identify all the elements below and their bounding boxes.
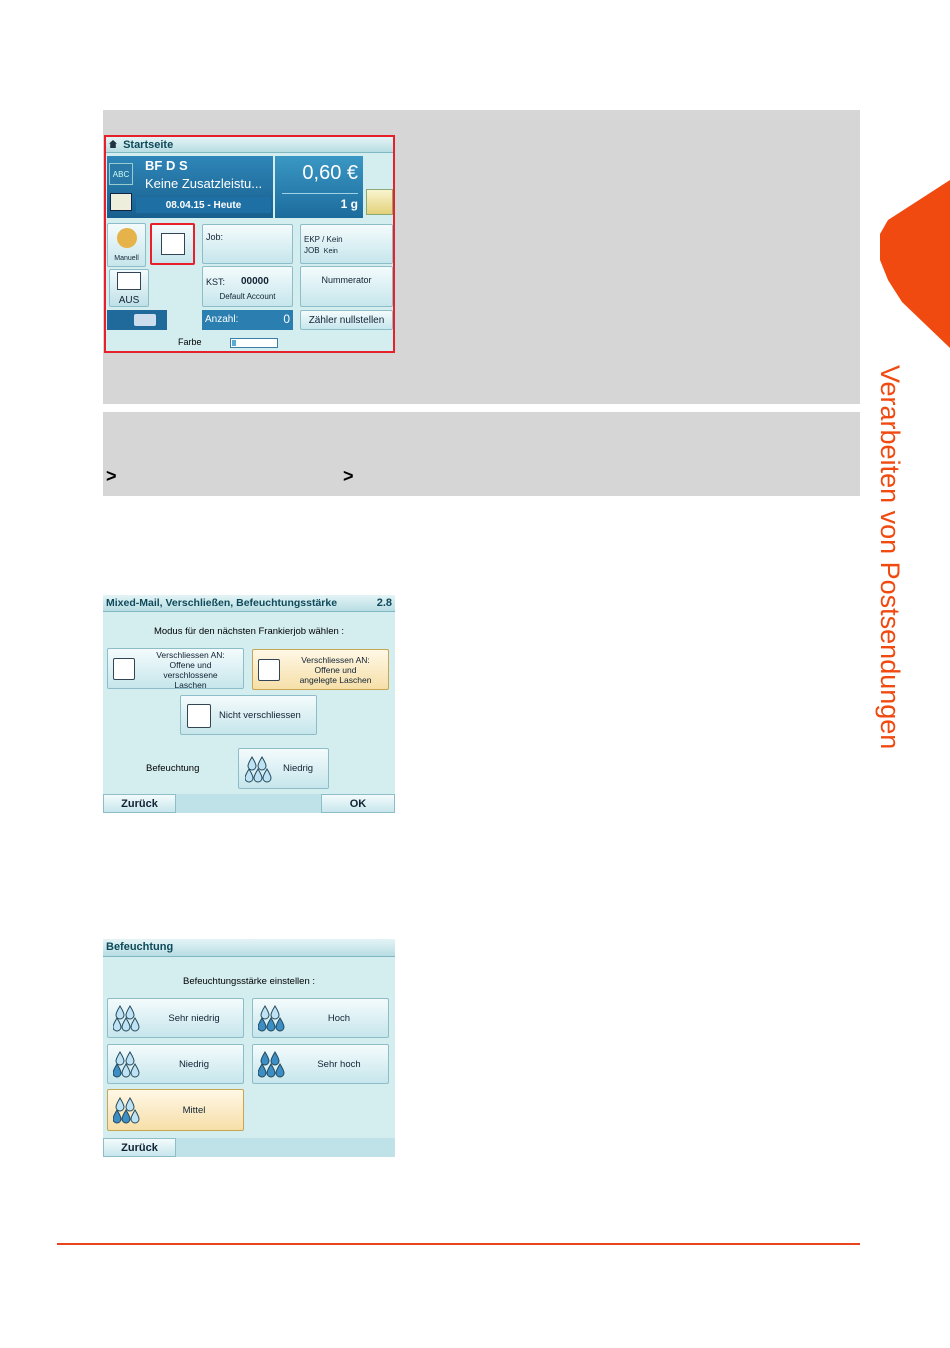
- count-value: 0: [283, 312, 290, 326]
- abc-label: ABC: [112, 169, 130, 179]
- option1-line: Offene und: [169, 660, 212, 670]
- option1-line: verschlossene: [163, 670, 218, 680]
- ok-label: OK: [349, 798, 367, 810]
- back-button[interactable]: [103, 1138, 176, 1157]
- moisture-screen: [103, 939, 395, 1157]
- footer-rule: [57, 1243, 860, 1245]
- moisture-value: Niedrig: [283, 763, 314, 774]
- drops-icon: [113, 1050, 141, 1078]
- very-high-button[interactable]: [252, 1044, 389, 1084]
- ekp-line2: [304, 246, 338, 255]
- back-button[interactable]: [103, 794, 176, 813]
- seal-open-closed-button[interactable]: [107, 648, 244, 689]
- price-value: 0,60 €: [302, 162, 358, 184]
- back-label: Zurück: [121, 1142, 158, 1154]
- kst-button[interactable]: [202, 266, 293, 307]
- count-label: Anzahl:: [205, 314, 239, 325]
- option2-line: Verschliessen AN:: [301, 655, 370, 665]
- seal-open-flat-label: [283, 655, 388, 685]
- date-bar[interactable]: [136, 197, 271, 213]
- count-box[interactable]: [202, 310, 293, 330]
- ink-level-fill: [232, 340, 236, 346]
- high-button[interactable]: [252, 998, 389, 1038]
- low-label: Niedrig: [178, 1059, 210, 1070]
- drops-icon: [245, 755, 273, 783]
- document-icon: [117, 272, 141, 290]
- medium-button[interactable]: [107, 1089, 244, 1131]
- ekp-line1: EKP / Kein: [304, 235, 343, 244]
- date-label: 08.04.15 - Heute: [165, 199, 242, 211]
- mixed-mail-prompt: Modus für den nächsten Frankierjob wählen :: [153, 626, 345, 637]
- very-low-button[interactable]: [107, 998, 244, 1038]
- breadcrumb-sep-1: >: [106, 466, 117, 486]
- job-button[interactable]: [202, 224, 293, 264]
- envelope-pen-icon[interactable]: [366, 189, 393, 215]
- option2-line: angelegte Laschen: [299, 675, 372, 685]
- ink-gauge: [230, 338, 278, 348]
- product-line1: BF D S: [145, 158, 188, 173]
- mixed-mail-title-bar: [103, 595, 395, 612]
- product-line2: Keine Zusatzleistu...: [145, 176, 263, 191]
- option1-line: Verschliessen AN:: [156, 650, 225, 660]
- no-seal-label: Nicht verschliessen: [219, 710, 301, 721]
- envelope-seal-icon: [161, 233, 185, 255]
- kst-account: Default Account: [219, 292, 276, 301]
- mixed-mail-title: Mixed-Mail, Verschließen, Befeuchtungsstärke: [106, 597, 338, 609]
- numerator-button[interactable]: [300, 266, 393, 307]
- ekp-job-value: Kein: [323, 248, 338, 255]
- very-high-label: Sehr hoch: [317, 1059, 361, 1070]
- moisture-button[interactable]: [238, 748, 329, 789]
- chapter-tab-marker: [880, 180, 950, 348]
- job-label: Job:: [206, 232, 224, 242]
- moisture-prompt: Befeuchtungsstärke einstellen :: [182, 976, 316, 987]
- low-button[interactable]: [107, 1044, 244, 1084]
- hand-icon: [117, 228, 137, 248]
- reset-counter-label: Zähler nullstellen: [308, 314, 385, 326]
- drops-icon: [113, 1004, 141, 1032]
- high-label: Hoch: [327, 1013, 351, 1024]
- color-label: Farbe: [178, 337, 202, 347]
- envelope-drop-icon: [258, 659, 280, 681]
- scale-icon: [134, 314, 156, 326]
- manual-button[interactable]: [107, 223, 146, 267]
- mixed-mail-screen: [103, 595, 395, 813]
- breadcrumb-sep-2: >: [343, 466, 354, 486]
- envelope-no-seal-icon: [187, 704, 211, 728]
- moisture-title-bar: [103, 939, 395, 957]
- kst-value: 00000: [241, 276, 269, 287]
- aus-label: AUS: [118, 295, 140, 306]
- drops-icon: [258, 1050, 286, 1078]
- home-title-bar: [106, 137, 393, 153]
- moisture-label: Befeuchtung: [146, 763, 200, 774]
- home-screen: [104, 135, 395, 353]
- chapter-title: Verarbeiten von Postsendungen: [875, 365, 905, 750]
- envelope-seal-icon: [113, 658, 135, 680]
- mixed-mail-version: 2.8: [376, 597, 392, 609]
- ok-button[interactable]: [321, 794, 395, 813]
- seal-open-flat-button[interactable]: [252, 649, 389, 690]
- ekp-job-label: JOB: [304, 246, 320, 255]
- no-seal-button[interactable]: [180, 695, 317, 735]
- home-title: Startseite: [123, 139, 174, 151]
- drops-icon: [258, 1004, 286, 1032]
- aus-button[interactable]: [109, 269, 149, 307]
- bottom-bar-fill: [176, 794, 321, 813]
- reset-counter-button[interactable]: [300, 310, 393, 330]
- option1-line: Laschen: [174, 680, 207, 690]
- drops-icon: [113, 1096, 141, 1124]
- option2-line: Offene und: [314, 665, 357, 675]
- step-panel-2: [103, 412, 860, 496]
- price-divider: [282, 193, 358, 194]
- bottom-bar-fill: [176, 1138, 395, 1157]
- ekp-button[interactable]: [300, 224, 393, 264]
- kst-label: KST:: [206, 277, 226, 287]
- numerator-label: Nummerator: [321, 275, 372, 285]
- seal-open-closed-label: [138, 650, 243, 690]
- back-label: Zurück: [121, 798, 158, 810]
- medium-label: Mittel: [182, 1105, 206, 1116]
- very-low-label: Sehr niedrig: [168, 1013, 220, 1024]
- weight-value: 1 g: [340, 197, 358, 211]
- moisture-title: Befeuchtung: [106, 941, 174, 953]
- home-icon: [109, 140, 117, 148]
- picture-icon[interactable]: [110, 193, 132, 211]
- seal-button[interactable]: [150, 223, 195, 265]
- abc-button[interactable]: [109, 163, 133, 185]
- manual-label: Manuell: [114, 255, 139, 262]
